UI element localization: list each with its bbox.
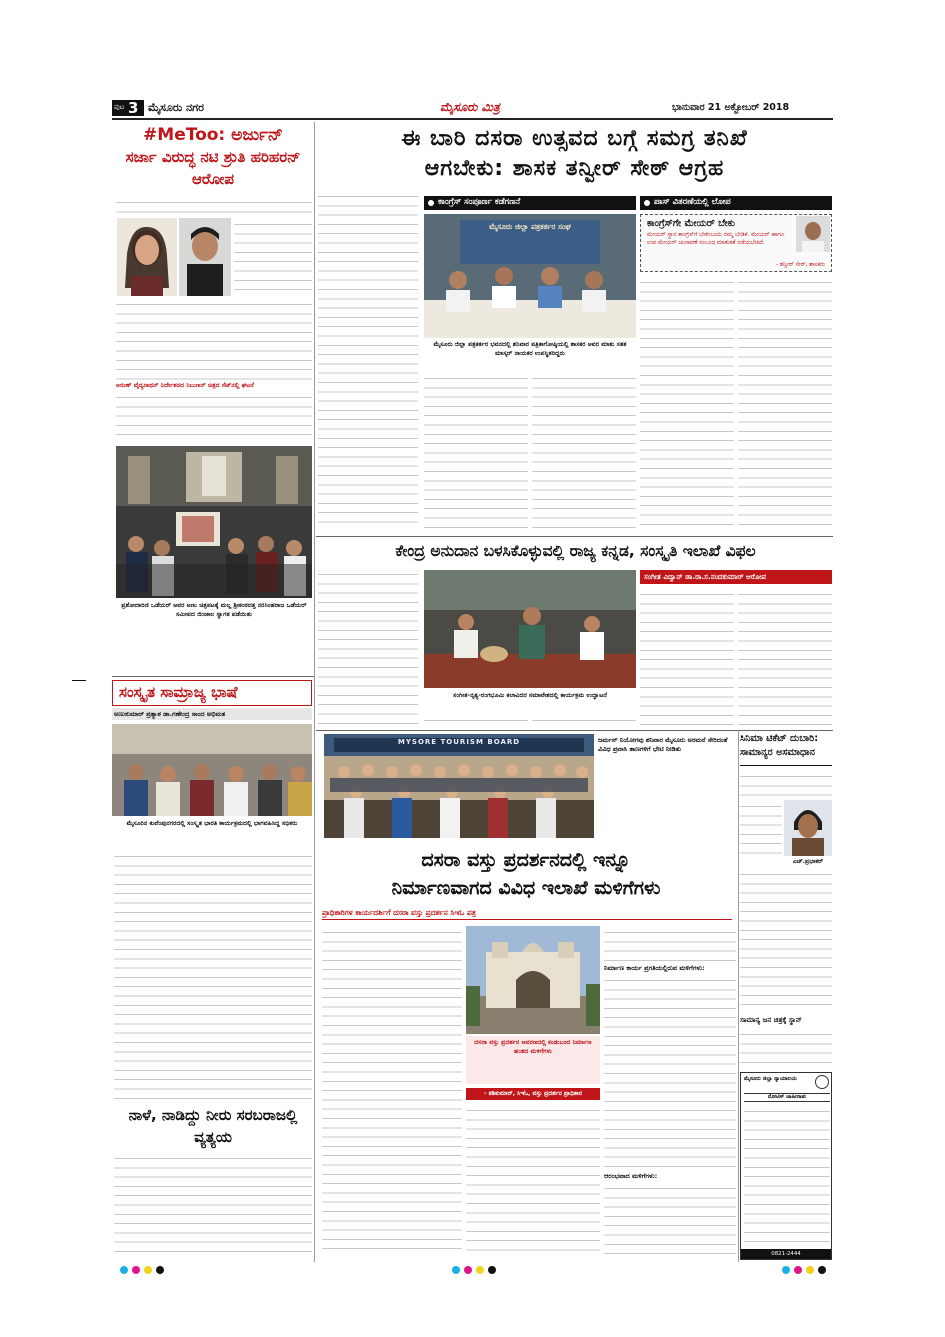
expo-col-3c xyxy=(604,1182,736,1256)
advert-line-1: ಮೈಸೂರು ಜಿಲ್ಲಾ ನ್ಯಾಯಾಲಯ xyxy=(744,1076,797,1082)
cinema-body-top xyxy=(740,770,832,798)
lead-kicker-right xyxy=(640,196,832,210)
metoo-subhead: ಅರುಣ್ ವೈದ್ಯನಾಥನ್ ನಿರ್ದೇಶನದ ನಿಬುಣನ್ ಚಿತ್ರದ ಸೆಟ್‌ನಲ್ಲಿ ಘಟನೆ xyxy=(116,382,254,389)
sanskrit-audience-photo xyxy=(112,724,312,816)
lead-headline xyxy=(316,124,833,184)
registration-marks-center xyxy=(452,1266,512,1274)
lead-photo-banner: ಮೈಸೂರು ಜಿಲ್ಲಾ ಪತ್ರಕರ್ತರ ಸಂಘ xyxy=(489,222,571,231)
kannada-col-1 xyxy=(318,568,418,728)
lead-col-1 xyxy=(318,190,418,530)
expo-photo-note xyxy=(466,1036,600,1084)
paper-logo: ಮೈಸೂರು ಮಿತ್ರ xyxy=(440,100,500,114)
section-rule xyxy=(738,730,739,1262)
visitors-photo-banner: MYSORE TOURISM BOARD xyxy=(397,738,521,746)
cinema-author-photo xyxy=(784,800,832,856)
advert-body xyxy=(744,1105,830,1243)
page-number: 3 xyxy=(128,99,139,117)
advert-footer: 0821-2444 xyxy=(741,1249,831,1259)
metoo-headline-rest: ಸರ್ಜಾ ವಿರುದ್ಧ ನಟಿ ಶ್ರುತಿ ಹರಿಹರನ್ ಆರೋಪ xyxy=(125,148,301,188)
advert-line-2: ನೋಟಿಸ್ ಜಾಹೀರಾತು xyxy=(744,1093,830,1102)
lead-col-2 xyxy=(424,372,528,532)
sanskrit-headline: ಸಂಸ್ಕೃತ ಸಾಮ್ರಾಜ್ಯ ಭಾಷೆ xyxy=(119,683,238,701)
expo-col-2 xyxy=(466,1104,600,1256)
kannada-concert-photo xyxy=(424,570,636,688)
sanskrit-photo-caption: ಮೈಸೂರಿನ ಕುವೆಂಪುನಗರದಲ್ಲಿ ಸಂಸ್ಕೃತ ಭಾರತಿ ಕಾರ್ಯಕ್ರಮದಲ್ಲಿ ಭಾಗವಹಿಸಿದ್ದ ಸಭಿಕರು xyxy=(126,820,298,827)
metoo-photo-actress xyxy=(117,218,177,296)
kicker-bullet-icon xyxy=(644,200,650,206)
sanskrit-headline-box xyxy=(112,680,312,706)
section-rule xyxy=(316,730,833,731)
quote-portrait xyxy=(796,216,830,252)
cinema-name-tag: ಎಚ್.ಪ್ರಭಾಕರ್ xyxy=(792,858,824,865)
crop-mark xyxy=(72,680,86,681)
lead-headline-1: ಈ ಬಾರಿ ದಸರಾ ಉತ್ಸವದ ಬಗ್ಗೆ ಸಮಗ್ರ ತನಿಖೆ xyxy=(401,126,748,151)
lead-col-4 xyxy=(640,276,734,532)
column-rule xyxy=(314,122,315,1262)
issue-date: ಭಾನುವಾರ 21 ಅಕ್ಟೋಬರ್ 2018 xyxy=(672,102,790,113)
metoo-body-tail xyxy=(116,391,312,443)
expo-subhead-2: ಆರಂಭವಾದ ಮಳಿಗೆಗಳು: xyxy=(604,1172,658,1180)
cinema-body-main xyxy=(740,868,832,1012)
section-name: ಮೈಸೂರು ನಗರ xyxy=(148,101,204,114)
lead-kicker-left xyxy=(424,196,636,210)
lead-headline-2: ಆಗಬೇಕು: ಶಾಸಕ ತನ್ವೀರ್ ಸೇಠ್ ಆಗ್ರಹ xyxy=(424,156,725,181)
court-advert xyxy=(740,1072,832,1260)
section-rule xyxy=(112,676,314,677)
water-body xyxy=(114,1152,312,1260)
kannada-col-5 xyxy=(738,588,832,728)
lead-quote-head: ಕಾಂಗ್ರೆಸ್‌ಗೇ ಮೇಯರ್ ಬೇಕು xyxy=(647,218,736,229)
kannada-col-3 xyxy=(532,714,636,728)
section-rule xyxy=(316,536,833,537)
expo-col-1 xyxy=(322,926,462,1256)
registration-marks-right xyxy=(782,1266,842,1274)
page-badge xyxy=(112,100,144,116)
metoo-photo-actor xyxy=(179,218,231,296)
metoo-body-right xyxy=(234,218,312,296)
visitors-group-photo xyxy=(324,734,594,838)
page-badge-label: ಪುಟ xyxy=(114,103,125,111)
lead-press-meet-photo xyxy=(424,214,636,338)
lead-kicker-left-label: ಕಾಂಗ್ರೆಸ್ ಸಂಪೂರ್ಣ ಕಡೆಗಣನೆ xyxy=(438,197,521,207)
kicker-bullet-icon xyxy=(428,200,434,206)
expo-col-3b xyxy=(604,974,736,1170)
expo-headline-1: ದಸರಾ ವಸ್ತು ಪ್ರದರ್ಶನದಲ್ಲಿ ಇನ್ನೂ xyxy=(421,849,631,871)
expo-col-3a xyxy=(604,926,736,962)
masthead-rule xyxy=(112,118,833,120)
kannada-photo-caption: ಸಂಗೀತ-ನೃತ್ಯ-ರಂಗಭೂಮಿ ಕಲಾವಿದರ ಸಮಾವೇಶದಲ್ಲಿ ಕಾರ್ಯಕ್ರಮ ಉದ್ಘಾಟನೆ xyxy=(453,692,607,699)
expo-photo-note-text: ದಸರಾ ವಸ್ತು ಪ್ರದರ್ಶನ ಆವರಣದಲ್ಲಿ ಕಂಡುಬಂದ ನಿರ್ಮಾಣ ಹಂತದ ಮಳಿಗೆಗಳು xyxy=(474,1039,592,1055)
metoo-headline-tag: #MeToo: ಅರ್ಜುನ್ xyxy=(143,125,283,145)
lead-quote-body: ಮೇಯರ್ ಸ್ಥಾನ ಕಾಂಗ್ರೆಸ್‌ಗೆ ಬೇಕೆಂಬುದು ನಮ್ಮ ಬೇಡಿಕೆ. ಮೇಯರ್ ಹಾಗೂ ಉಪ ಮೇಯರ್ ಚುನಾವಣೆ ಸಂಬಂಧ ಮಾತುಕತೆ ನಡೆಯಬೇಕಿದೆ. xyxy=(647,232,785,246)
lead-col-5 xyxy=(738,276,832,532)
kannada-side-kicker: ಸಂಗೀತ ವಿದ್ವಾನ್ ಡಾ.ರಾ.ಸ.ನಂದಕುಮಾರ್ ಆರೋಪ xyxy=(640,570,832,584)
advert-emblem-icon xyxy=(815,1075,829,1089)
expo-photo-sign: - ಶಶಿಕುಮಾರ್, ಸಿಇಓ, ವಸ್ತು ಪ್ರದರ್ಶನ ಪ್ರಾಧಿಕಾರ xyxy=(466,1088,600,1100)
expo-kicker: ಪ್ರಾಧಿಕಾರಿಗಳ ಕಾರ್ಯದರ್ಶಿಗೆ ದಸರಾ ವಸ್ತು ಪ್ರದರ್ಶನ ಸಿಇಓ ಪತ್ರ xyxy=(322,906,732,920)
expo-headline-2: ನಿರ್ಮಾಣವಾಗದ ವಿವಿಧ ಇಲಾಖೆ ಮಳಿಗೆಗಳು xyxy=(391,877,661,899)
cinema-body-tail xyxy=(740,1028,832,1068)
expo-subhead-1: ನಿರ್ಮಾಣ ಕಾರ್ಯ ಪ್ರಗತಿಯಲ್ಲಿರುವ ಮಳಿಗೆಗಳು: xyxy=(604,964,705,972)
metoo-tribute-photo xyxy=(116,446,312,598)
metoo-intro-text xyxy=(116,196,312,218)
cinema-headline-1: ಸಿನಿಮಾ ಟಿಕೆಟ್ ದುಬಾರಿ: xyxy=(740,733,819,744)
cinema-headline-box xyxy=(740,732,832,766)
lead-kicker-right-label: ಪಾಸ್ ವಿತರಣೆಯಲ್ಲಿ ಲೋಪ xyxy=(654,197,731,207)
sanskrit-subhead: ಅಣುಕುಮಾರ್ ಪ್ರತ್ಯಾಶ ಡಾ.ಗಣೇಂದ್ರ ಸಾಂದ ಅಭಿಮತ xyxy=(112,708,312,720)
lead-photo-caption: ಮೈಸೂರು ಜಿಲ್ಲಾ ಪತ್ರಕರ್ತರ ಭವನದಲ್ಲಿ ಶನಿವಾರ ಪತ್ರಿಕಾಗೋಷ್ಠಿಯಲ್ಲಿ ಶಾಸಕರ ಅವರ ಮಾತು ಸತತ ಮಾಸ್ಕರ್ ನಾಯಕರ ಉಪಸ್ಥಿತರಿದ್ದರು xyxy=(433,341,627,357)
visitors-note: ಜರ್ಮನ್ ನಿಯೋಗವು ಶನಿವಾರ ಮೈಸೂರು ಅರಮನೆ ಸೇರಿದಂತೆ ವಿವಿಧ ಪ್ರವಾಸಿ ತಾಣಗಳಿಗೆ ಭೇಟಿ ನೀಡಿತು xyxy=(598,736,728,753)
metoo-tribute-caption: ಪ್ರಶೋದಾರಿಣಿ ಒಡೆಯರ್ ಅವರ ಅಣು ಚಿತ್ರಪಟಕ್ಕೆ ಮಲ್ಲ ಶ್ರೀಕಂಠದತ್ತ ನರಸಿಂಹರಾಜ ಒಡೆಯರ್ ಸಮೀಪದ ಜಿಂಜಾಲ ಸ್ವಾಗತ ಪಡೆಯಿತು xyxy=(121,602,307,618)
cinema-body-left xyxy=(740,800,782,860)
lead-quote-sign: - ತನ್ವೀರ್ ಸೇಠ್, ಶಾಸಕರು xyxy=(775,262,825,268)
lead-col-3 xyxy=(532,372,636,532)
sanskrit-body xyxy=(114,850,312,1100)
expo-headline xyxy=(316,846,736,902)
water-headline: ನಾಳೆ, ನಾಡಿದ್ದು ನೀರು ಸರಬರಾಜಲ್ಲಿ ವ್ಯತ್ಯಯ xyxy=(128,1106,298,1146)
cinema-headline-2: ಸಾಮಾನ್ಯರ ಅಸಮಾಧಾನ xyxy=(740,747,815,758)
registration-marks-left xyxy=(120,1266,180,1274)
cinema-footer-head: ಸಾಮಾನ್ಯ ಜನ ಚಿತ್ರಕ್ಕೆ ಸ್ಥಾನ್ xyxy=(740,1016,802,1024)
metoo-body-main xyxy=(116,298,312,380)
expo-gate-photo xyxy=(466,926,600,1034)
metoo-headline xyxy=(114,124,312,190)
kannada-headline: ಕೇಂದ್ರ ಅನುದಾನ ಬಳಸಿಕೊಳ್ಳುವಲ್ಲಿ ರಾಜ್ಯ ಕನ್ನಡ, ಸಂಸ್ಕೃತಿ ಇಲಾಖೆ ವಿಫಲ xyxy=(395,542,756,560)
kannada-col-2 xyxy=(424,714,528,728)
kannada-col-4 xyxy=(640,588,734,728)
